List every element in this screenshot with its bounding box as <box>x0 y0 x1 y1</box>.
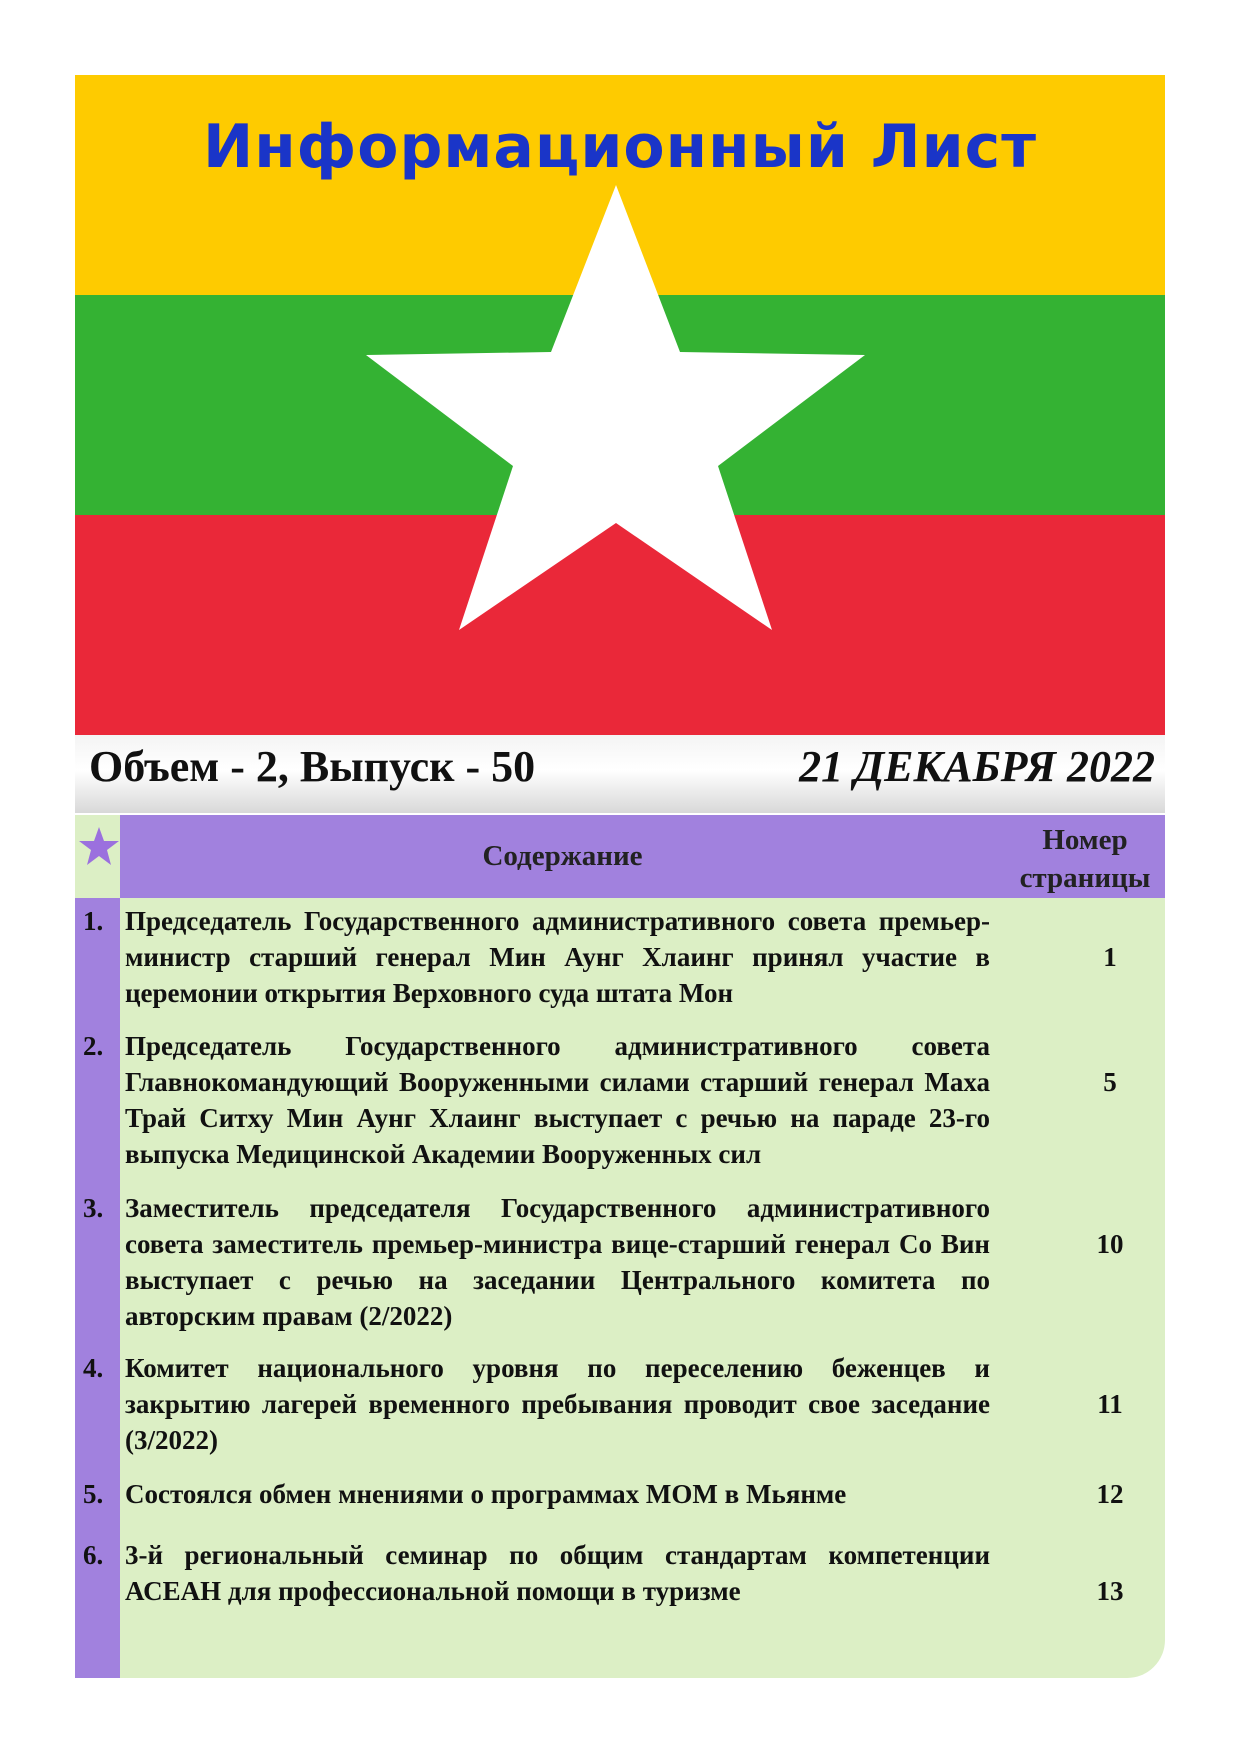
toc-row-title: Заместитель председателя Государственного административного совета заместитель премьер-министра вице-старший генерал Со Вин выступает с речью на заседании Центрального комитета по авторским правам (2/2022) <box>125 1193 990 1331</box>
toc-row-title: Председатель Государственного административного совета Главнокомандующий Вооруженными силами старший генерал Маха Трай Ситху Мин Аунг Хлаинг выступает с речью на параде 23-го выпуска Медицинской Академии Вооруженных сил <box>125 1031 990 1169</box>
issue-bar <box>75 735 1165 813</box>
toc-row-page: 5 <box>1103 1067 1117 1097</box>
star-icon <box>77 825 121 869</box>
toc-row-number: 1. <box>83 906 104 936</box>
toc-row-number: 5. <box>83 1479 104 1509</box>
toc-row-title: Комитет национального уровня по переселению беженцев и закрытию лагерей временного пребывания проводит свое заседание (3/2022) <box>125 1353 990 1455</box>
toc-row-title: 3-й региональный семинар по общим стандартам компетенции АСЕАН для профессиональной помощи в туризме <box>125 1540 990 1606</box>
volume-issue-label: Объем - 2, Выпуск - 50 <box>89 742 536 791</box>
issue-date: 21 ДЕКАБРЯ 2022 <box>799 742 1155 791</box>
toc-row-page: 12 <box>1096 1479 1124 1509</box>
toc-row-number: 3. <box>83 1193 104 1223</box>
toc-row-title: Состоялся обмен мнениями о программах МОМ в Мьянме <box>125 1479 847 1509</box>
toc-header-contents: Содержание <box>482 840 643 872</box>
toc-row-page: 11 <box>1097 1389 1123 1419</box>
toc-header-page: Номер страницы <box>1019 824 1151 894</box>
table-of-contents <box>75 815 1165 1678</box>
toc-row-number: 6. <box>83 1540 104 1570</box>
toc-row-number: 2. <box>83 1031 104 1061</box>
toc-row-page: 10 <box>1096 1229 1124 1259</box>
toc-row-page: 13 <box>1096 1576 1124 1606</box>
toc-row-title: Председатель Государственного административного совета премьер-министр старший генерал Мин Аунг Хлаинг принял участие в церемонии открытия Верховного суда штата Мон <box>125 906 990 1008</box>
toc-row-page: 1 <box>1103 942 1117 972</box>
page-title: Информационный Лист <box>203 112 1037 182</box>
toc-row-number: 4. <box>83 1353 104 1383</box>
